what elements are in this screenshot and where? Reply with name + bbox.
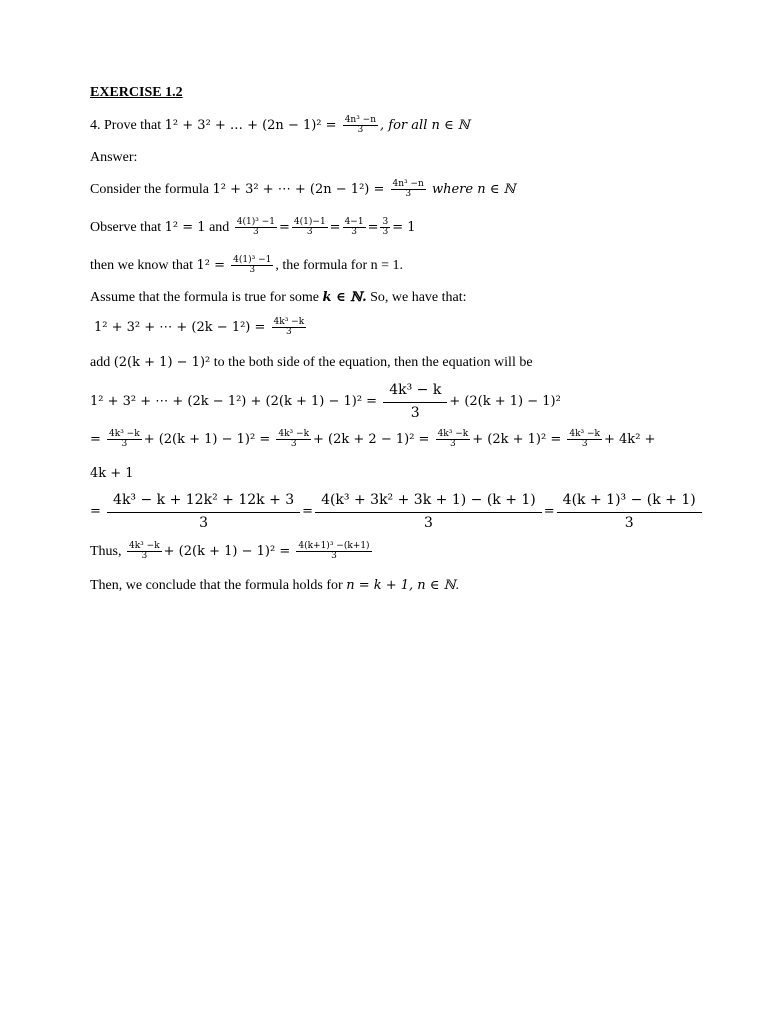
step2-fraction-1: $\frac{\text{4k³ −k}}{3}$ [109,429,140,450]
exercise-title: EXERCISE 1.2 [90,85,183,100]
observe-fraction-1: $\frac{\text{4(1)³ −1}}{3}$ [236,217,276,238]
step1-fraction: $\frac{\text{4k³ − k}}{3}$ [383,382,447,422]
then-fraction: $\frac{\text{4(1)³ −1}}{3}$ [233,255,272,276]
observe-line: Observe that 1² = 1 and $\frac{\text{4(1)³ −1}}{3}$ = $\frac{4(1)-1}{3}$ = $\frac{4-1}{3}$ = $\frac{3}{3}$ = 1 [90,217,416,238]
observe-fraction-4: $\frac{3}{3}$ [382,217,389,238]
assume-line: Assume that the formula is true for some k ∈ ℕ. So, we have that: [90,290,467,305]
add-line: add (2(k + 1) − 1)² to the both side of the equation, then the equation will be [90,355,533,370]
step4-fraction-1: $\frac{\text{4k³ − k + 12k² + 12k + 3}}{3}$ [107,492,300,532]
observe-fraction-3: $\frac{4-1}{3}$ [344,217,364,238]
step4-line: = $\frac{\text{4k³ − k + 12k² + 12k + 3}}{3}$ = $\frac{\text{4(k³ + 3k² + 3k + 1) − (k + 1)}}{3}$ = $\frac{\text{4(k + 1)³ − (k + 1)}}{3}$ [90,492,704,532]
thus-line: Thus, $\frac{\text{4k³ −k}}{3}$ + (2(k + 1) − 1)² = $\frac{\text{4(k+1)³ −(k+1)}}{3}$ [90,541,370,562]
observe-fraction-2: $\frac{4(1)-1}{3}$ [293,217,326,238]
conclusion-line: Then, we conclude that the formula holds for n = k + 1, n ∈ ℕ. [90,578,459,593]
step2-fraction-2: $\frac{\text{4k³ −k}}{3}$ [278,429,310,450]
consider-line: Consider the formula 1² + 3² + ⋯ + (2n − 1²) = $\frac{\text{4n³ −n}}{3}$ where n ∈ ℕ [90,179,516,200]
step2-line: = $\frac{\text{4k³ −k}}{3}$ + (2(k + 1) − 1)² = $\frac{\text{4k³ −k}}{3}$ + (2k + 2 − 1)² = $\frac{\text{4k³ −k}}{3}$ + (2k + 1)² = $\frac{\text{4k³ −k}}{3}$ + 4k² + [90,429,656,450]
hypothesis-line: 1² + 3² + ⋯ + (2k − 1²) = $\frac{\text{4k³ −k}}{3}$ [94,317,305,338]
thus-fraction-1: $\frac{\text{4k³ −k}}{3}$ [129,541,160,562]
step4-fraction-2: $\frac{\text{4(k³ + 3k² + 3k + 1) − (k + 1)}}{3}$ [315,492,542,532]
step4-fraction-3: $\frac{\text{4(k + 1)³ − (k + 1)}}{3}$ [557,492,702,532]
then-line: then we know that 1² = $\frac{\text{4(1)³ −1}}{3}$ , the formula for n = 1. [90,255,404,276]
question-fraction: $\frac{\text{4n³ −n}}{3}$ [344,115,377,136]
answer-label: Answer: [90,150,138,165]
thus-fraction-2: $\frac{\text{4(k+1)³ −(k+1)}}{3}$ [298,541,370,562]
step2-fraction-4: $\frac{\text{4k³ −k}}{3}$ [569,429,601,450]
step3-line: 4k + 1 [90,466,134,481]
consider-fraction: $\frac{\text{4n³ −n}}{3}$ [392,179,424,200]
step1-line: 1² + 3² + ⋯ + (2k − 1²) + (2(k + 1) − 1)² = $\frac{\text{4k³ − k}}{3}$ + (2(k + 1) − 1)² [90,382,561,421]
hypothesis-fraction: $\frac{\text{4k³ −k}}{3}$ [273,317,305,338]
step2-fraction-3: $\frac{\text{4k³ −k}}{3}$ [437,429,469,450]
question-line: 4. Prove that 1² + 3² + … + (2n − 1)² = $\frac{\text{4n³ −n}}{3}$ , for all n ∈ ℕ [90,115,470,136]
